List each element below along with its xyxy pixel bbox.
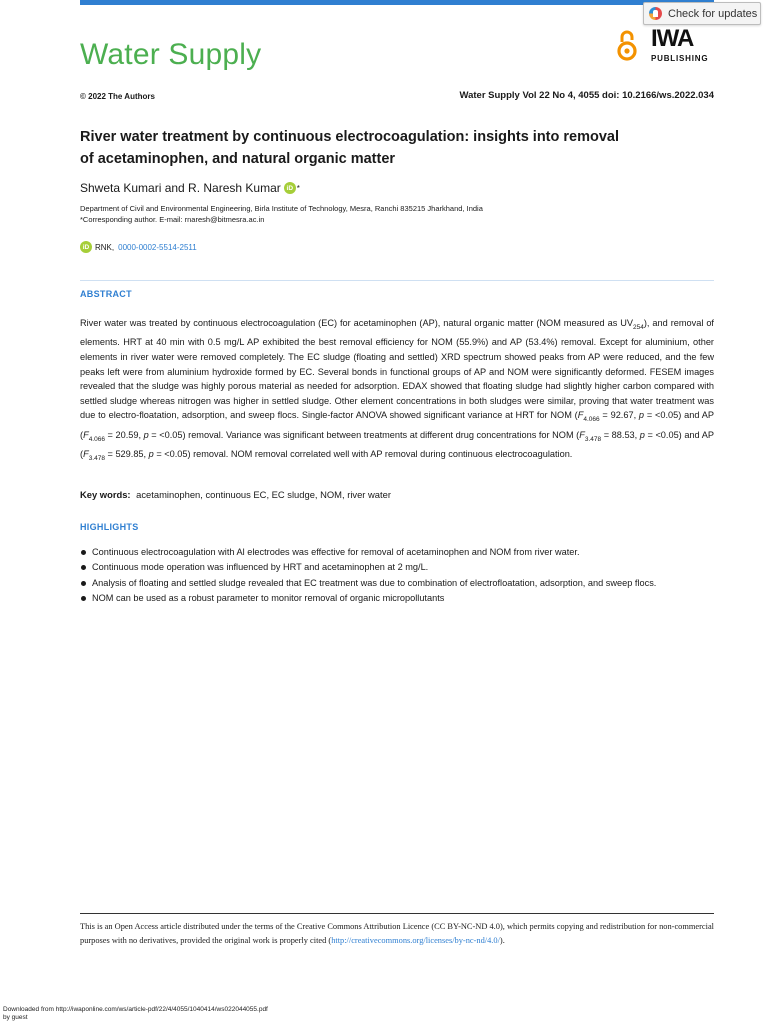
abstract-body: [80, 316, 714, 467]
highlights-list: [80, 545, 714, 607]
citation: Water Supply Vol 22 No 4, 4055 doi: 10.2166/ws.2022.034: [459, 90, 714, 101]
orcid-link[interactable]: 0000-0002-5514-2511: [118, 242, 197, 252]
abstract-heading: ABSTRACT: [80, 289, 132, 299]
download-notice: [3, 1006, 268, 1022]
abstract-subscript: 4.066: [88, 435, 105, 443]
abstract-text: = <0.05) removal. NOM removal correlated well with AP removal during continuous electrocoagulation.: [153, 449, 573, 460]
abstract-stat-symbol: F: [83, 429, 89, 440]
abstract-text: = <0.05) and AP (: [80, 410, 714, 440]
keywords-text: acetaminophen, continuous EC, EC sludge, NOM, river water: [136, 489, 391, 500]
highlight-item: Continuous electrocoagulation with Al electrodes was effective for removal of acetaminophen and NOM from river water.: [80, 545, 714, 559]
abstract-stat-symbol: p: [639, 429, 645, 440]
corresponding-marker: *: [296, 183, 300, 193]
download-user: by guest: [3, 1014, 28, 1021]
check-for-updates-button[interactable]: [643, 2, 761, 25]
crossmark-icon: [649, 7, 662, 20]
journal-name: Water Supply: [80, 38, 262, 71]
abstract-subscript: 4.066: [583, 416, 600, 424]
download-source[interactable]: Downloaded from http://iwaponline.com/ws/article-pdf/22/4/4055/1040414/ws022044055.pdf: [3, 1006, 268, 1013]
authors-text: Shweta Kumari and R. Naresh Kumar: [80, 181, 281, 195]
footer-divider: [80, 913, 714, 914]
corresponding-author: *Corresponding author. E-mail: rnaresh@bitmesra.ac.in: [80, 215, 265, 224]
orcid-icon: iD: [80, 241, 92, 253]
affiliation: Department of Civil and Environmental Engineering, Birla Institute of Technology, Mesra, Ranchi 835215 Jharkhand, India: [80, 204, 483, 213]
title-line: River water treatment by continuous electrocoagulation: insights into removal: [80, 129, 620, 145]
highlights-heading: HIGHLIGHTS: [80, 522, 139, 532]
orcid-entry: [80, 241, 197, 253]
license-notice: [80, 920, 714, 948]
abstract-divider: [80, 280, 714, 281]
highlight-item: Analysis of floating and settled sludge revealed that EC treatment was due to combination of electrofloatation, adsorption, and sweep flocs.: [80, 576, 714, 590]
license-link[interactable]: http://creativecommons.org/licenses/by-nc-nd/4.0/: [331, 936, 500, 946]
abstract-text: = 20.59,: [104, 429, 144, 440]
abstract-stat-symbol: F: [83, 449, 89, 460]
copyright: © 2022 The Authors: [80, 92, 155, 101]
orcid-author-initials: RNK,: [95, 242, 115, 252]
abstract-stat-symbol: p: [143, 429, 149, 440]
abstract-stat-symbol: F: [579, 429, 585, 440]
highlight-item: NOM can be used as a robust parameter to monitor removal of organic micropollutants: [80, 591, 714, 605]
publisher-sub: PUBLISHING: [651, 54, 709, 63]
title-line: of acetaminophen, and natural organic matter: [80, 151, 396, 167]
abstract-text: = <0.05) and AP (: [80, 429, 714, 460]
publisher-mark: IWA: [651, 25, 694, 52]
license-end: ).: [499, 936, 505, 946]
keywords: [80, 489, 391, 500]
author-list: [80, 181, 300, 195]
license-text: This is an Open Access article distributed under the terms of the Creative Commons Attribution Licence (CC BY-NC-ND 4.0), which permits copying and redistribution for non-commercial purposes with no derivatives, provided the original work is properly cited (: [80, 922, 714, 946]
abstract-stat-symbol: p: [638, 410, 645, 421]
top-accent-bar: [80, 0, 714, 5]
affiliation-block: [80, 203, 483, 225]
abstract-stat-symbol: F: [577, 410, 584, 421]
check-for-updates-label: Check for updates: [668, 7, 758, 20]
abstract-subscript: 3.478: [88, 455, 105, 463]
abstract-text: = 88.53,: [601, 429, 640, 440]
abstract-stat-symbol: p: [148, 449, 154, 460]
keywords-label: Key words:: [80, 489, 131, 500]
abstract-text: ), and removal of elements. HRT at 40 min with 0.5 mg/L AP exhibited the best removal efficiency for NOM (55.9%) and AP (53.4%) removal. Except for aluminium, other elements in river water were removed completely. The EC sludge (floating and settled) XRD spectrum showed peaks from AP were reduced, and the few peaks left were from aluminium hydroxide formed by EC. Several bonds in functional groups of AP and NOM were significantly deformed. FESEM images revealed that the sludge was highly porous material as needed for adsorption. EDAX showed that floating sludge had slightly higher carbon compared with settled sludge whereas nitrogen was higher in settled sludge. Other element concentrations in both sludges were similar, proving that water treatment was due to electro-floatation, adsorption, and sweep flocs. Single-factor ANOVA showed significant variance at HRT for NOM (: [80, 318, 714, 421]
abstract-text: = <0.05) removal. Variance was significant between treatments at different drug concentrations for NOM (: [148, 429, 580, 440]
article-title: [80, 126, 700, 170]
orcid-icon[interactable]: iD: [284, 182, 296, 194]
abstract-text: River water was treated by continuous electrocoagulation (EC) for acetaminophen (AP), natural organic matter (NOM measured as UV: [80, 318, 634, 328]
open-access-icon: [617, 28, 637, 62]
abstract-subscript: 3.478: [584, 435, 602, 443]
publisher-logo: [651, 26, 721, 70]
abstract-subscript: 254: [633, 323, 644, 331]
abstract-text: = 92.67,: [599, 410, 639, 421]
highlight-item: Continuous mode operation was influenced by HRT and acetaminophen at 2 mg/L.: [80, 560, 714, 574]
abstract-text: = 529.85,: [104, 449, 149, 460]
